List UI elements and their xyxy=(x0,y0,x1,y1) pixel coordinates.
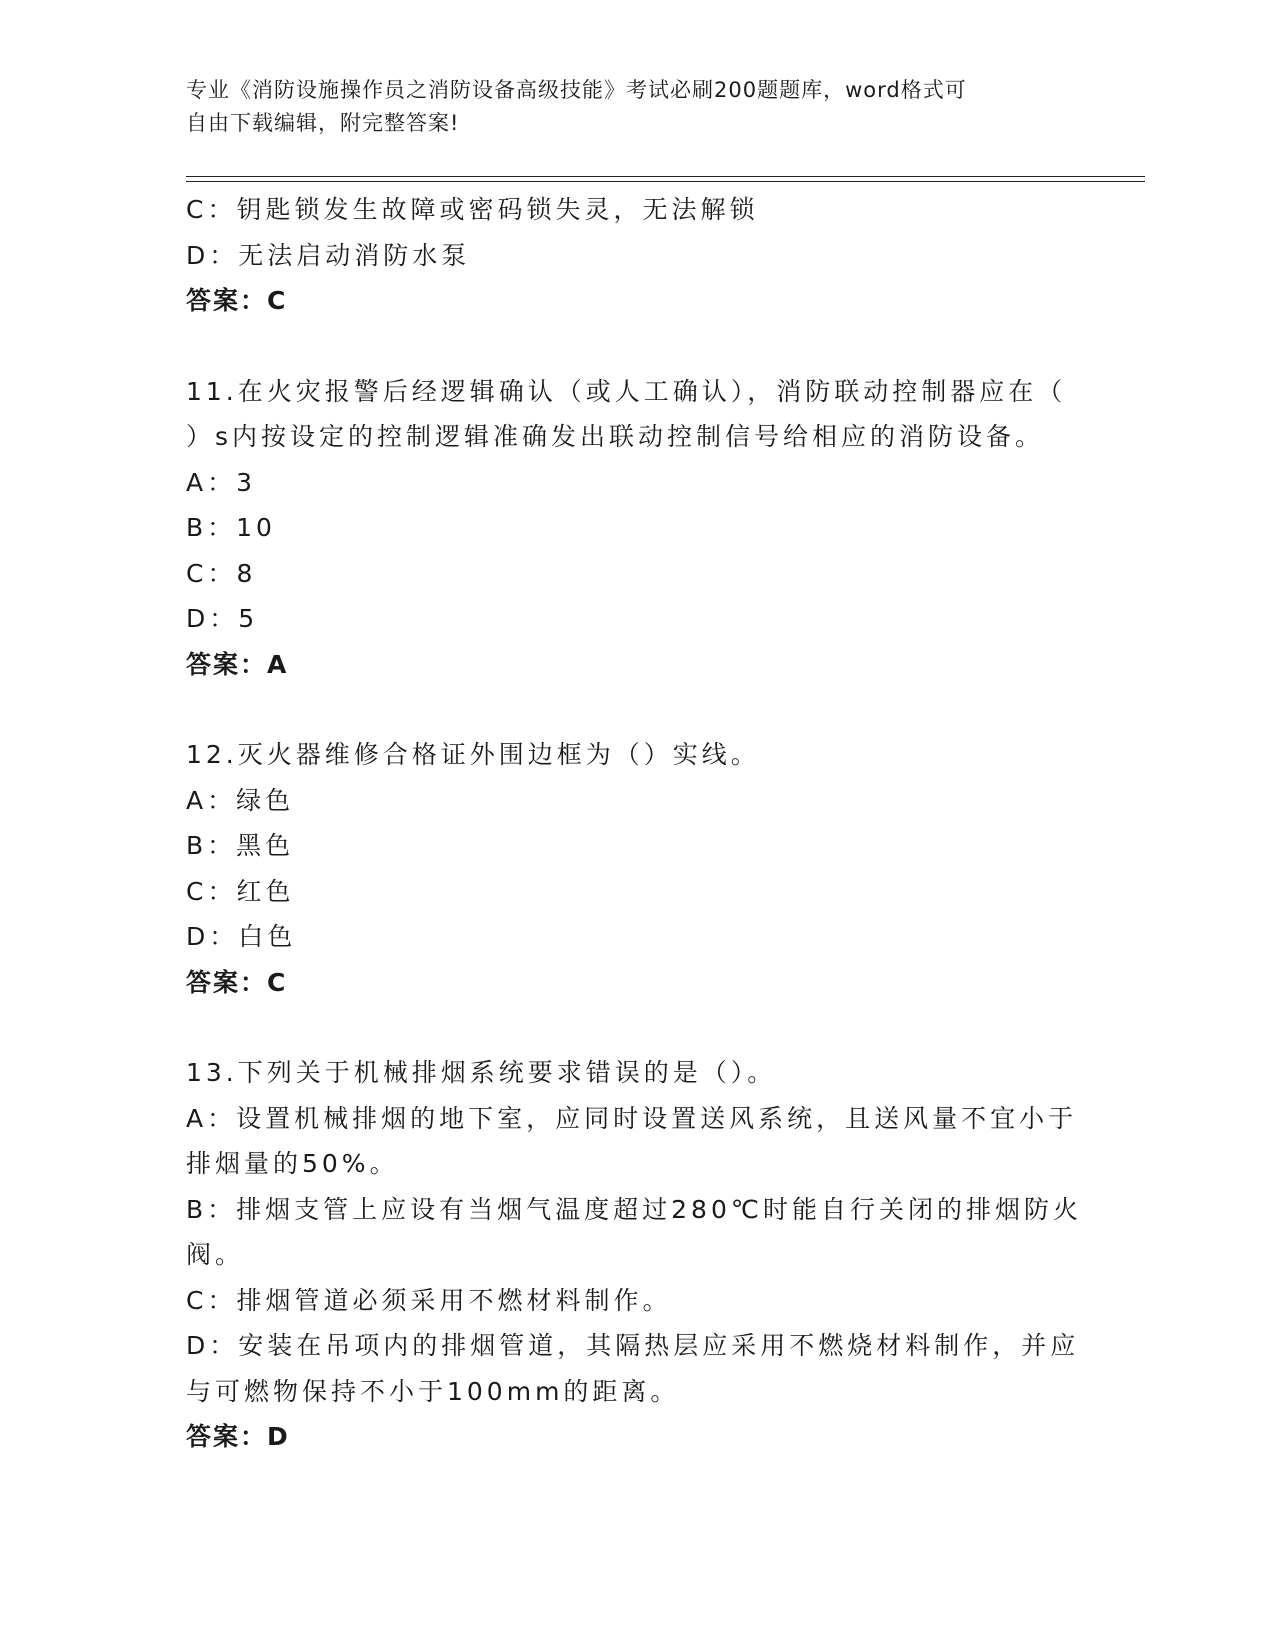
question-13 xyxy=(186,1050,1086,1460)
document-body xyxy=(186,187,1086,1460)
answer-line: 答案：C xyxy=(186,286,288,315)
spacer xyxy=(186,324,1086,369)
header-line-2: 自由下载编辑，附完整答案! xyxy=(186,111,460,135)
question-11 xyxy=(186,369,1086,688)
answer-line: 答案：A xyxy=(186,649,289,679)
option-d: D：无法启动消防水泵 xyxy=(186,240,471,270)
option-d: D：5 xyxy=(186,604,259,633)
option-b-line-2: 阀。 xyxy=(186,1240,245,1269)
answer-line: 答案：D xyxy=(186,1422,290,1451)
question-stem: 13.下列关于机械排烟系统要求错误的是（）。 xyxy=(186,1058,777,1087)
spacer xyxy=(186,687,1086,732)
option-c: C：排烟管道必须采用不燃材料制作。 xyxy=(186,1285,672,1315)
option-a: A：绿色 xyxy=(186,785,295,815)
answer-line: 答案：C xyxy=(186,967,288,997)
question-12 xyxy=(186,732,1086,1005)
question-stem-line-2: ）s内按设定的控制逻辑准确发出联动控制信号给相应的消防设备。 xyxy=(186,422,1045,451)
option-c: C：8 xyxy=(186,558,257,588)
question-stem-line-1: 11.在火灾报警后经逻辑确认（或人工确认），消防联动控制器应在（ xyxy=(186,376,1067,406)
option-d: D：白色 xyxy=(186,922,297,951)
spacer xyxy=(186,1005,1086,1050)
option-c: C：钥匙锁发生故障或密码锁失灵，无法解锁 xyxy=(186,195,759,224)
option-b: B：10 xyxy=(186,513,276,542)
option-a-line-1: A：设置机械排烟的地下室，应同时设置送风系统，且送风量不宜小于 xyxy=(186,1103,1078,1133)
option-b: B：黑色 xyxy=(186,831,295,860)
header-divider-top xyxy=(186,176,1145,177)
header-line-1: 专业《消防设施操作员之消防设备高级技能》考试必刷200题题库，word格式可 xyxy=(186,78,967,102)
option-b-line-1: B：排烟支管上应设有当烟气温度超过280℃时能自行关闭的排烟防火 xyxy=(186,1194,1082,1224)
document-header xyxy=(186,74,1066,140)
header-divider-bottom xyxy=(186,181,1145,182)
option-c: C：红色 xyxy=(186,876,295,906)
option-a-line-2: 排烟量的50%。 xyxy=(186,1149,399,1178)
option-d-line-2: 与可燃物保持不小于100mm的距离。 xyxy=(186,1376,680,1406)
option-a: A：3 xyxy=(186,467,257,497)
question-stem: 12.灭火器维修合格证外围边框为（）实线。 xyxy=(186,740,760,769)
question-block-10-tail xyxy=(186,187,1086,324)
option-d-line-1: D：安装在吊项内的排烟管道，其隔热层应采用不燃烧材料制作，并应 xyxy=(186,1331,1080,1360)
